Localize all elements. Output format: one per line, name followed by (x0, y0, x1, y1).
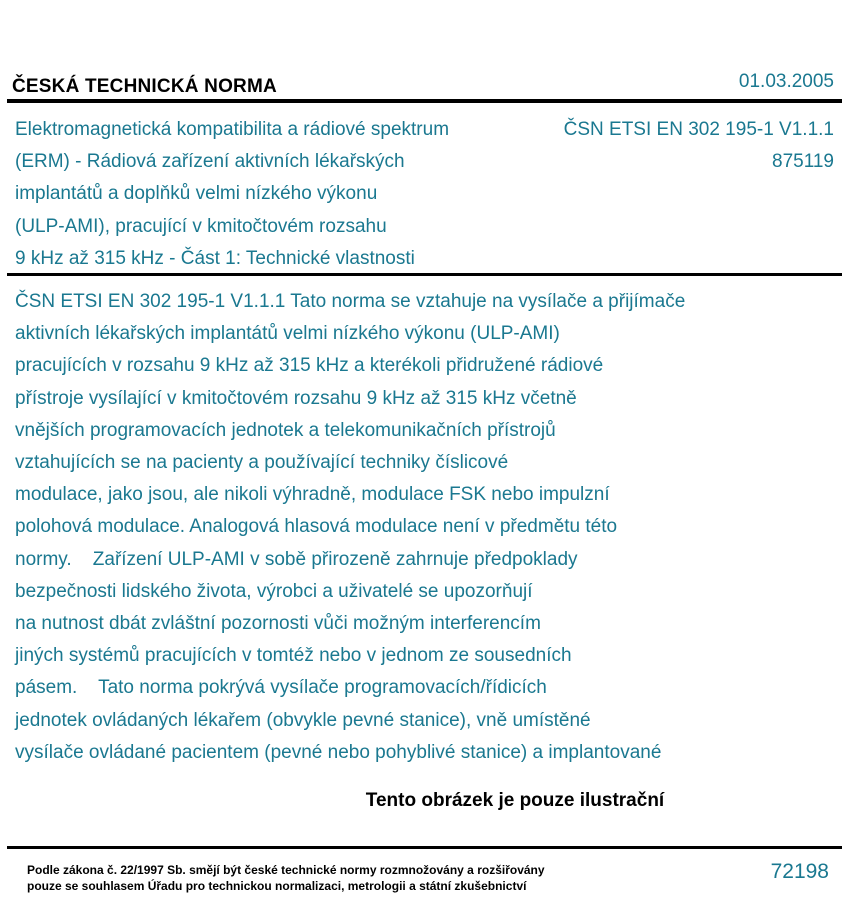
subject-line: Elektromagnetická kompatibilita a rádiové spektrum (15, 119, 450, 140)
abstract-line: aktivních lékařských implantátů velmi nízkého výkonu (ULP-AMI) (15, 323, 560, 345)
abstract-line: přístroje vysílající v kmitočtovém rozsahu 9 kHz až 315 kHz včetně (15, 387, 577, 409)
abstract-line: pásem. Tato norma pokrývá vysílače programovacích/řídicích (15, 677, 547, 699)
illustration-notice: Tento obrázek je pouze ilustrační (365, 790, 665, 811)
abstract-line: vnějších programovacích jednotek a telekomunikačních přístrojů (15, 419, 556, 441)
legal-notice (27, 862, 545, 894)
abstract-line: jiných systémů pracujících v tomtéž nebo v jednom ze sousedních (15, 645, 572, 667)
subject-line: (ERM) - Rádiová zařízení aktivních lékařských (15, 151, 405, 173)
abstract-line: vysílače ovládané pacientem (pevné nebo pohyblivé stanice) a implantované (15, 741, 662, 763)
abstract-line: normy. Zařízení ULP-AMI v sobě přirozeně zahrnuje předpoklady (15, 548, 578, 570)
header-divider (7, 99, 842, 103)
subject-line: 9 kHz až 315 kHz - Část 1: Technické vlastnosti (15, 247, 415, 269)
legal-notice-line: Podle zákona č. 22/1997 Sb. smějí být české technické normy rozmnožovány a rozšiřovány (27, 863, 545, 877)
abstract-line: vztahujících se na pacienty a používající techniky číslicové (15, 452, 509, 474)
classification-number: 875119 (772, 151, 834, 173)
abstract-line: na nutnost dbát zvláštní pozornosti vůči možným interferencím (15, 613, 541, 635)
subject-line: implantátů a doplňků velmi nízkého výkonu (15, 183, 378, 205)
footer-divider (7, 846, 842, 849)
abstract-line: modulace, jako jsou, ale nikoli výhradně, modulace FSK nebo impulzní (15, 484, 610, 506)
abstract-text (15, 286, 845, 769)
publication-date: 01.03.2005 (738, 71, 834, 92)
subject-divider (7, 273, 842, 276)
abstract-line: jednotek ovládaných lékařem (obvykle pevné stanice), vně umístěné (15, 709, 591, 731)
standard-designation: ČSN ETSI EN 302 195-1 V1.1.1 (563, 119, 834, 140)
legal-notice-line: pouze se souhlasem Úřadu pro technickou normalizaci, metrologii a státní zkušebnictví (27, 879, 527, 893)
subject-line: (ULP-AMI), pracující v kmitočtovém rozsahu (15, 215, 387, 237)
abstract-line: bezpečnosti lidského života, výrobci a uživatelé se upozorňují (15, 580, 533, 602)
standard-identifiers (564, 114, 834, 178)
abstract-line: ČSN ETSI EN 302 195-1 V1.1.1 Tato norma se vztahuje na vysílače a přijímače (15, 291, 686, 312)
abstract-line: polohová modulace. Analogová hlasová modulace není v předmětu této (15, 516, 618, 538)
standard-subject (15, 114, 515, 275)
catalog-number: 72198 (770, 860, 829, 883)
document-type-title: ČESKÁ TECHNICKÁ NORMA (12, 76, 277, 97)
abstract-line: pracujících v rozsahu 9 kHz až 315 kHz a kterékoli přidružené rádiové (15, 355, 604, 377)
